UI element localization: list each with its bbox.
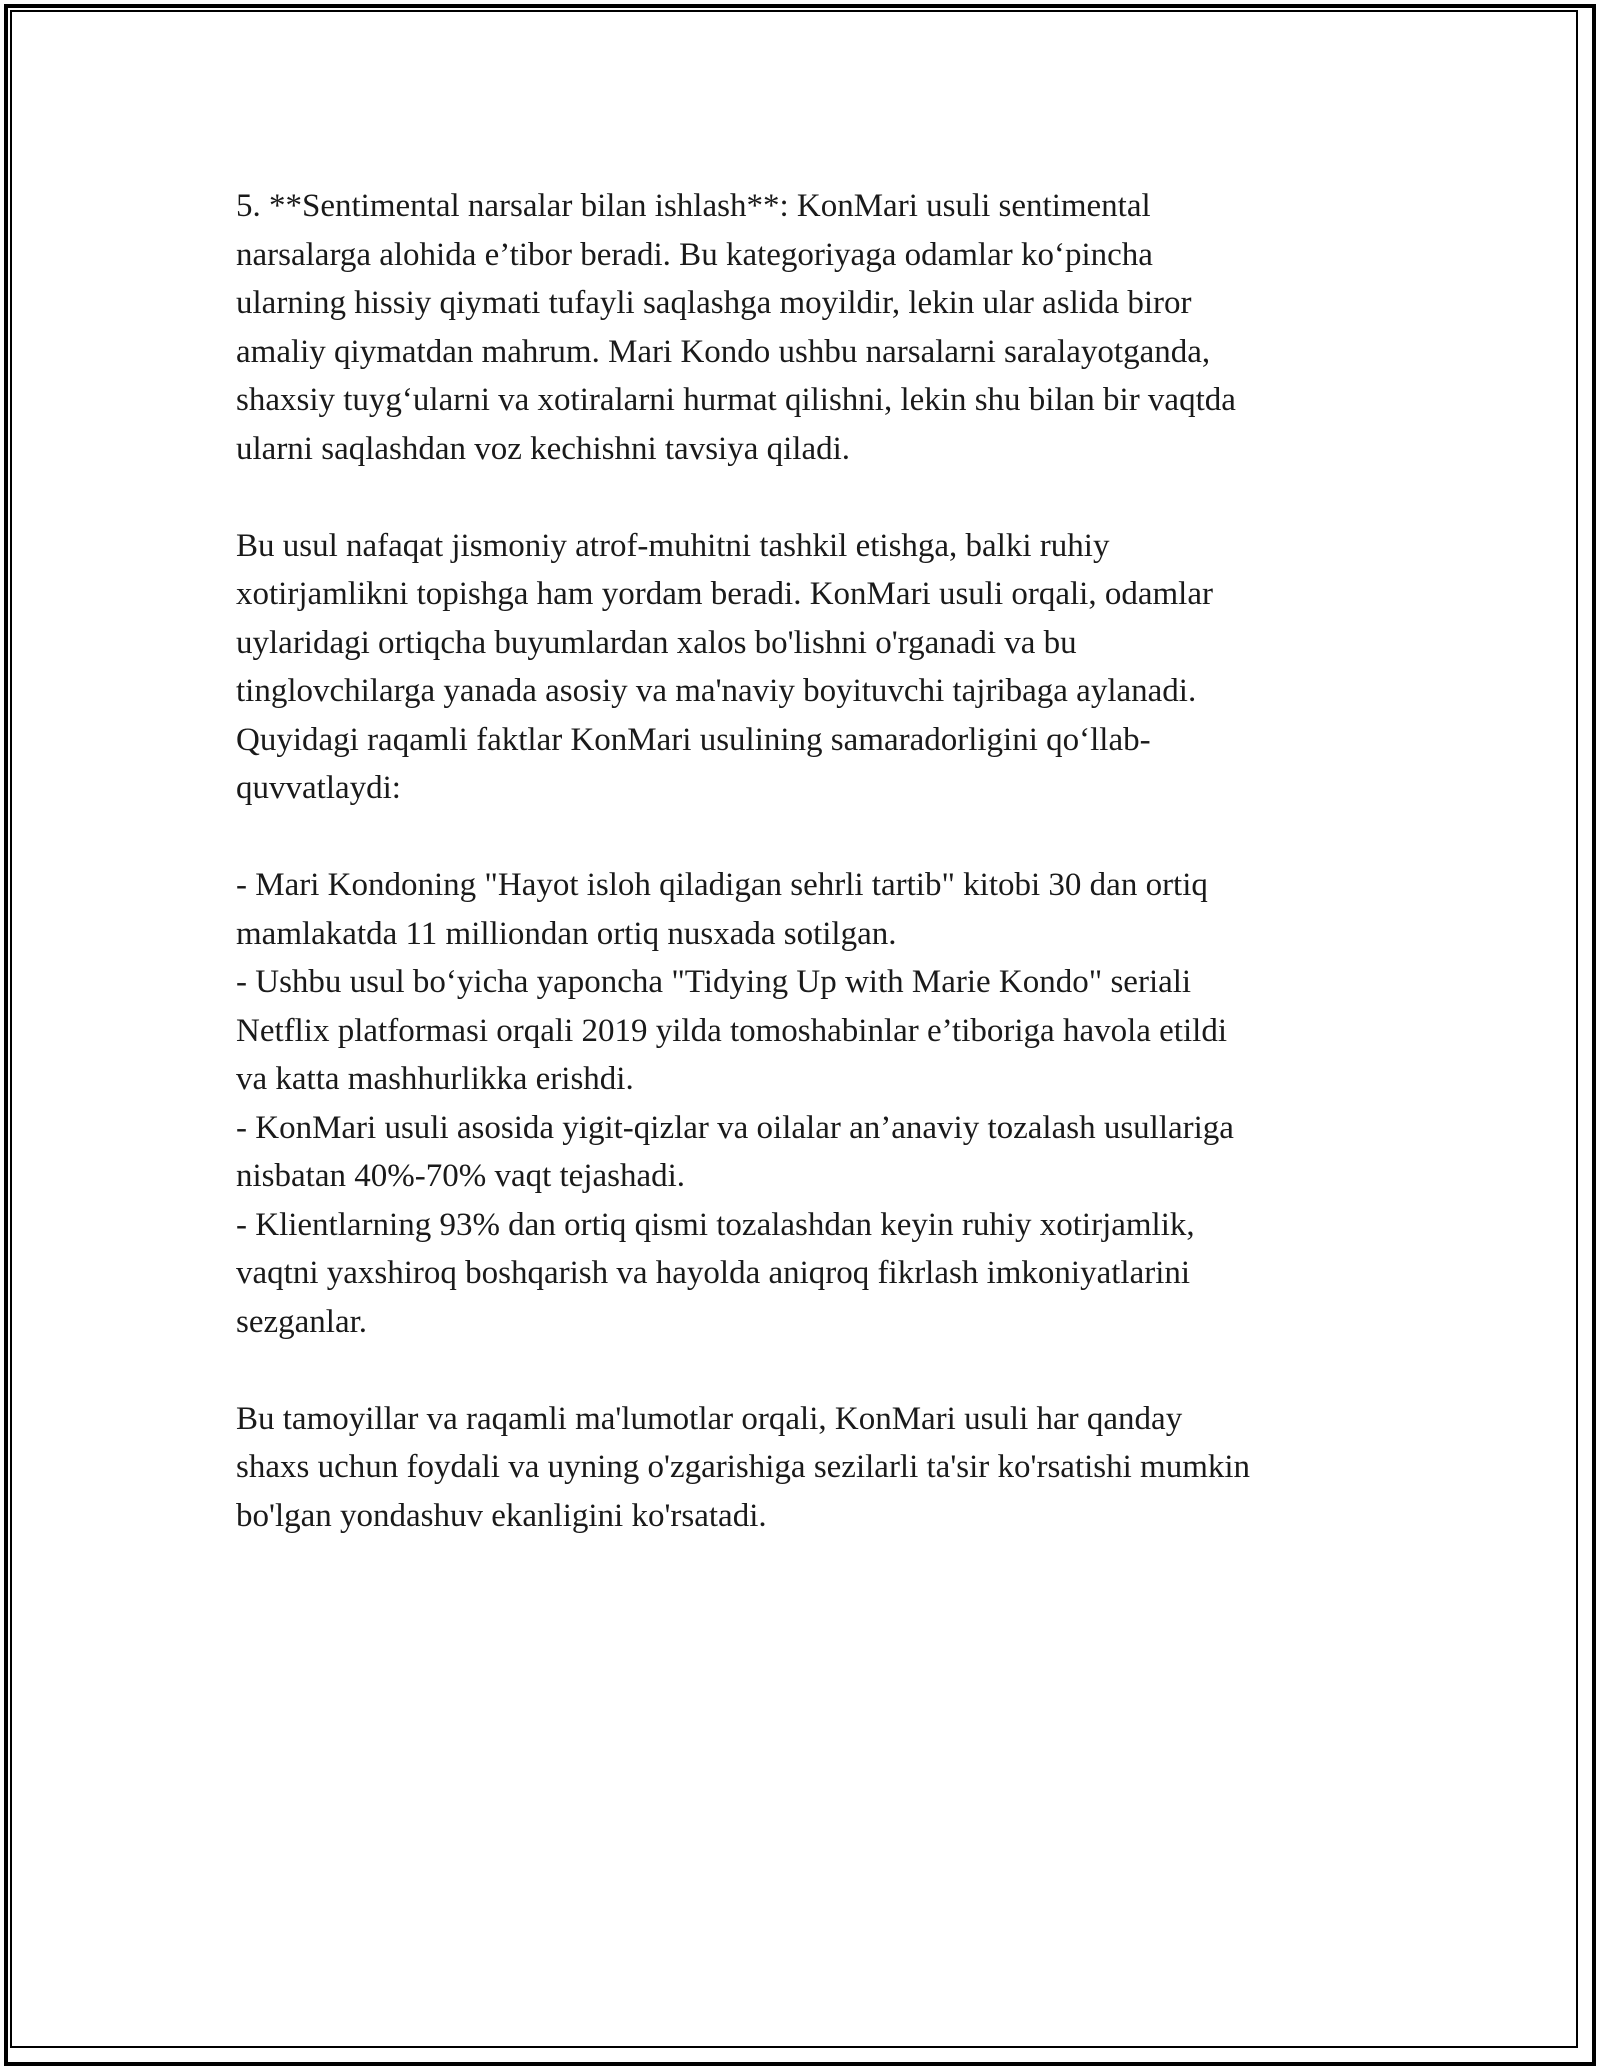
paragraph-spacer — [236, 473, 1376, 522]
text-line: Bu usul nafaqat jismoniy atrof-muhitni tashkil etishga, balki ruhiy — [236, 527, 1110, 564]
text-line: 5. **Sentimental narsalar bilan ishlash**: KonMari usuli sentimental — [236, 188, 1151, 224]
text-line: shaxs uchun foydali va uyning o'zgarishiga sezilarli ta'sir ko'rsatishi mumkin — [236, 1449, 1251, 1485]
text-line: amaliy qiymatdan mahrum. Mari Kondo ushbu narsalarni saralayotganda, — [236, 333, 1211, 370]
text-line: Quyidagi raqamli faktlar KonMari usulining samaradorligini qo‘llab- — [236, 721, 1151, 758]
text-line: - KonMari usuli asosida yigit-qizlar va oilalar an’anaviy tozalash usullariga — [236, 1109, 1234, 1146]
text-line: nisbatan 40%-70% vaqt tejashadi. — [236, 1158, 686, 1194]
text-line: bo'lgan yondashuv ekanligini ko'rsatadi. — [236, 1497, 767, 1534]
paragraph-spacer — [236, 1346, 1376, 1395]
text-line: tinglovchilarga yanada asosiy va ma'naviy boyituvchi tajribaga aylanadi. — [236, 673, 1197, 709]
text-line: shaxsiy tuyg‘ularni va xotiralarni hurmat qilishni, lekin shu bilan bir vaqtda — [236, 382, 1236, 418]
text-line: - Mari Kondoning "Hayot isloh qiladigan sehrli tartib" kitobi 30 dan ortiq — [236, 867, 1208, 903]
paragraph-method-benefits — [236, 522, 1376, 813]
paragraph-numeric-facts — [236, 861, 1376, 1346]
text-line: narsalarga alohida e’tibor beradi. Bu kategoriyaga odamlar ko‘pincha — [236, 236, 1153, 273]
text-line: Bu tamoyillar va raqamli ma'lumotlar orqali, KonMari usuli har qanday — [236, 1400, 1183, 1437]
text-line: quvvatlaydi: — [236, 770, 401, 806]
text-line: Netflix platformasi orqali 2019 yilda tomoshabinlar e’tiboriga havola etildi — [236, 1012, 1227, 1049]
text-line: - Ushbu usul bo‘yicha yaponcha "Tidying Up with Marie Kondo" seriali — [236, 964, 1192, 1000]
text-line: - Klientlarning 93% dan ortiq qismi tozalashdan keyin ruhiy xotirjamlik, — [236, 1206, 1195, 1243]
text-line: ularni saqlashdan voz kechishni tavsiya qiladi. — [236, 430, 851, 467]
paragraph-spacer — [236, 813, 1376, 862]
text-line: sezganlar. — [236, 1303, 368, 1340]
text-line: xotirjamlikni topishga ham yordam beradi. KonMari usuli orqali, odamlar — [236, 576, 1213, 612]
text-line: vaqtni yaxshiroq boshqarish va hayolda aniqroq fikrlash imkoniyatlarini — [236, 1255, 1191, 1291]
text-line: va katta mashhurlikka erishdi. — [236, 1061, 634, 1097]
paragraph-conclusion — [236, 1395, 1376, 1541]
text-line: ularning hissiy qiymati tufayli saqlashga moyildir, lekin ular aslida biror — [236, 285, 1192, 321]
paragraph-sentimental-items — [236, 182, 1376, 473]
text-line: uylaridagi ortiqcha buyumlardan xalos bo'lishni o'rganadi va bu — [236, 624, 1077, 661]
text-line: mamlakatda 11 milliondan ortiq nusxada sotilgan. — [236, 915, 897, 952]
document-body — [236, 182, 1376, 1540]
